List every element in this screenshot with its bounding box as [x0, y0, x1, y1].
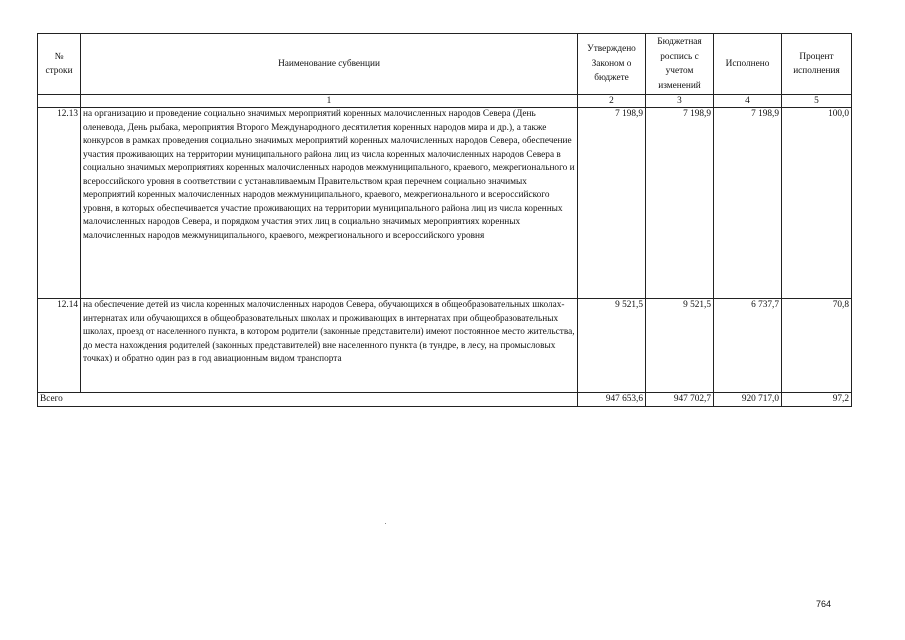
- row-number: 12.13: [38, 108, 81, 299]
- table-row: [38, 299, 852, 393]
- column-number-4: 4: [714, 95, 782, 108]
- total-percent: 97,2: [782, 393, 852, 407]
- header-percent: Процент исполнения: [782, 34, 852, 95]
- column-number-2: 2: [578, 95, 646, 108]
- approved-value: 9 521,5: [578, 299, 646, 393]
- header-budget-list: Бюджетная роспись с учетом изменений: [646, 34, 714, 95]
- total-budget-list: 947 702,7: [646, 393, 714, 407]
- scan-speck: [385, 523, 386, 524]
- column-number-3: 3: [646, 95, 714, 108]
- executed-value: 7 198,9: [714, 108, 782, 299]
- total-approved: 947 653,6: [578, 393, 646, 407]
- subvention-name: на обеспечение детей из числа коренных малочисленных народов Севера, обучающихся в общеобразовательных школах-интернатах или обучающихся в общеобразовательных школах и проживающих в интернатах при общеобразовательных школах, проезд от населенного пункта, в котором родители (законные представители) имеют постоянное место жительства, до места нахождения родителей (законных представителей) вне населенного пункта (в тундре, в лесу, на промысловых точках) и обратно один раз в год авиационным видом транспорта: [81, 299, 578, 393]
- column-number-row: [38, 95, 852, 108]
- column-number-blank: [38, 95, 81, 108]
- column-number-5: 5: [782, 95, 852, 108]
- header-approved: Утверждено Законом о бюджете: [578, 34, 646, 95]
- percent-value: 100,0: [782, 108, 852, 299]
- total-label: Всего: [38, 393, 578, 407]
- header-name: Наименование субвенции: [81, 34, 578, 95]
- column-number-1: 1: [81, 95, 578, 108]
- approved-value: 7 198,9: [578, 108, 646, 299]
- budget-list-value: 7 198,9: [646, 108, 714, 299]
- header-executed: Исполнено: [714, 34, 782, 95]
- executed-value: 6 737,7: [714, 299, 782, 393]
- percent-value: 70,8: [782, 299, 852, 393]
- page-number: 764: [816, 599, 832, 609]
- total-executed: 920 717,0: [714, 393, 782, 407]
- total-row: [38, 393, 852, 407]
- subvention-table: [37, 33, 852, 407]
- subvention-name: на организацию и проведение социально значимых мероприятий коренных малочисленных народов Севера (День оленевода, День рыбака, мероприятия Второго Международного десятилетия коренных народов мира и др.), а также конкурсов в рамках проведения социально значимых мероприятий коренных малочисленных народов Севера, обеспечение участия проживающих на территории муниципального района лиц из числа коренных малочисленных народов Севера в социально значимых мероприятиях коренных малочисленных народов межмуниципального, краевого, межрегионального и всероссийского уровня в соответствии с устанавливаемым Правительством края перечнем социально значимых мероприятий коренных малочисленных народов межмуниципального, краевого, межрегионального и всероссийского уровня, в которых обеспечивается участие проживающих на территории муниципального района лиц из числа коренных малочисленных народов Севера, и порядком участия этих лиц в социально значимых мероприятиях коренных малочисленных народов межмуниципального, краевого, межрегионального и всероссийского уровня: [81, 108, 578, 299]
- table-row: [38, 108, 852, 299]
- budget-list-value: 9 521,5: [646, 299, 714, 393]
- table-header-row: [38, 34, 852, 95]
- row-number: 12.14: [38, 299, 81, 393]
- header-row-no: № строки: [38, 34, 81, 95]
